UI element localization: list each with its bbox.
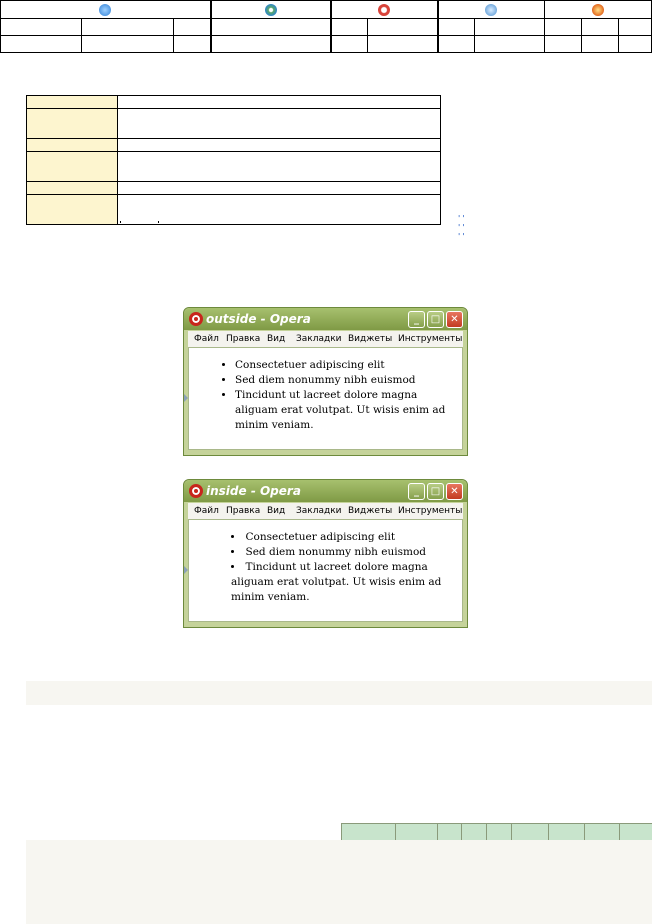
menu-bar [188,331,463,347]
bottom-cell [585,824,620,841]
compat-chrome-cell [211,1,331,19]
values-row [27,152,441,182]
values-row [27,195,441,225]
bottom-cell [462,824,487,841]
bottom-cell [487,824,512,841]
bottom-cell [342,824,396,841]
faint-marks: '' '' '' [458,214,467,241]
menu-bookmarks[interactable]: Закладки [296,506,342,516]
bottom-cell [438,824,462,841]
compat-cell [545,19,582,36]
opera-window-inside [183,479,468,628]
bottom-cell [620,824,652,841]
values-cell [118,152,441,182]
compat-header-row [1,1,652,19]
panel-arrow-icon[interactable] [184,566,188,574]
bottom-cell [396,824,438,841]
compat-cell [619,19,652,36]
close-button[interactable]: ✕ [446,311,463,328]
compat-cell [211,19,331,36]
values-row [27,96,441,109]
compat-cell [475,36,545,53]
close-button[interactable]: ✕ [446,483,463,500]
list-inside [231,530,463,605]
menu-edit[interactable]: Правка [226,506,261,516]
values-cell [118,96,441,109]
ie-icon [99,4,111,16]
code-band [26,681,652,705]
window-titlebar[interactable] [184,308,467,330]
compat-ie-cell [1,1,211,19]
menu-tools[interactable]: Инструменты [398,334,463,344]
minimize-button[interactable]: _ [408,483,425,500]
menu-tools[interactable]: Инструменты [398,506,463,516]
page-viewport [188,347,463,450]
values-key-cell [27,96,118,109]
list-item: • Sed diem nonummy nibh euismod [231,545,463,560]
menu-edit[interactable]: Правка [226,334,261,344]
compat-cell [368,19,438,36]
compat-cell [619,36,652,53]
compat-cell [331,36,368,53]
bottom-compat-table [341,823,652,841]
compat-cell [368,36,438,53]
values-key-cell [27,152,118,182]
values-row [27,139,441,152]
values-cell [118,109,441,139]
opera-window-outside [183,307,468,456]
list-outside [235,358,463,433]
compat-cell [211,36,331,53]
values-cell [118,182,441,195]
compat-opera-cell [331,1,438,19]
compat-cell [1,36,82,53]
opera-logo-icon [189,312,203,326]
browser-compat-table [0,0,652,53]
values-row [27,182,441,195]
compat-cell [1,19,82,36]
bottom-cell [512,824,549,841]
bottom-table-row [342,824,652,841]
menu-view[interactable]: Вид [267,506,286,516]
window-title: outside - Opera [206,312,311,326]
values-key-cell [27,139,118,152]
values-cell [118,139,441,152]
compat-cell [82,36,174,53]
compat-cell [438,19,475,36]
list-item: • Consectetuer adipiscing elit [231,530,463,545]
values-table [26,95,467,241]
values-key-cell [27,109,118,139]
compat-row [1,19,652,36]
list-item: • Sed diem nonummy nibh euismod [235,373,463,388]
compat-safari-cell [438,1,545,19]
menu-widgets[interactable]: Виджеты [348,334,393,344]
page-viewport [188,519,463,622]
opera-icon [378,4,390,16]
list-item: • Tincidunt ut lacreet dolore magna aliguam erat volutpat. Ut wisis enim ad minim veniam. [231,560,463,605]
code-block [26,840,652,924]
safari-icon [485,4,497,16]
bottom-cell [549,824,585,841]
compat-cell [582,36,619,53]
maximize-button[interactable]: □ [427,311,444,328]
compat-cell [174,36,211,53]
menu-widgets[interactable]: Виджеты [348,506,393,516]
list-item: • Consectetuer adipiscing elit [235,358,463,373]
compat-cell [331,19,368,36]
compat-firefox-cell [545,1,652,19]
window-title: inside - Opera [206,484,301,498]
values-key-cell [27,195,118,225]
firefox-icon [592,4,604,16]
menu-view[interactable]: Вид [267,334,286,344]
compat-cell [82,19,174,36]
values-cell [118,195,467,241]
opera-logo-icon [189,484,203,498]
chrome-icon [265,4,277,16]
compat-cell [545,36,582,53]
compat-cell [582,19,619,36]
compat-cell [438,36,475,53]
maximize-button[interactable]: □ [427,483,444,500]
compat-cell [475,19,545,36]
values-key-cell [27,182,118,195]
menu-file[interactable]: Файл [194,334,219,344]
minimize-button[interactable]: _ [408,311,425,328]
compat-row [1,36,652,53]
compat-cell [174,19,211,36]
menu-bookmarks[interactable]: Закладки [296,334,342,344]
window-titlebar[interactable] [184,480,467,502]
values-row [27,109,441,139]
faint-mark [120,221,121,223]
menu-bar [188,503,463,519]
faint-mark [158,221,159,223]
menu-file[interactable]: Файл [194,506,219,516]
list-item: • Tincidunt ut lacreet dolore magna aliguam erat volutpat. Ut wisis enim ad minim veniam. [235,388,463,433]
panel-arrow-icon[interactable] [184,394,188,402]
